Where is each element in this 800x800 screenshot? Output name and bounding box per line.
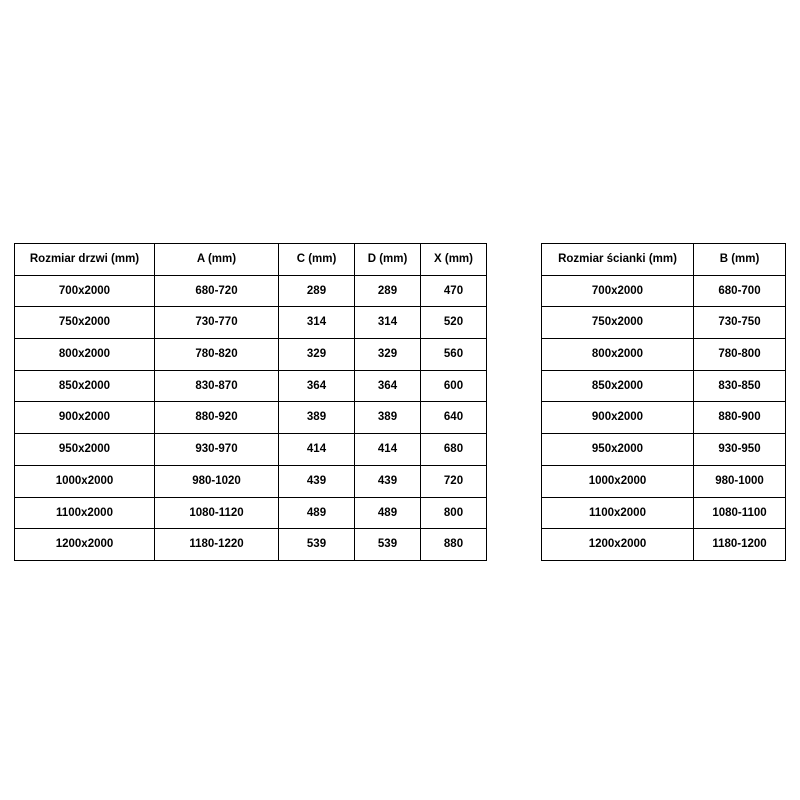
column-header-a: A (mm): [155, 244, 279, 276]
cell-door-size: 750x2000: [15, 307, 155, 339]
walls-dimensions-table: [541, 243, 786, 561]
cell-a: 830-870: [155, 370, 279, 402]
cell-c: 314: [279, 307, 355, 339]
cell-door-size: 1000x2000: [15, 465, 155, 497]
cell-b: 880-900: [694, 402, 786, 434]
column-header-c: C (mm): [279, 244, 355, 276]
walls-table-header: [542, 244, 786, 276]
doors-table-body: [15, 275, 487, 560]
cell-d: 314: [355, 307, 421, 339]
cell-d: 439: [355, 465, 421, 497]
table-row: [542, 370, 786, 402]
cell-a: 1180-1220: [155, 529, 279, 561]
cell-wall-size: 950x2000: [542, 434, 694, 466]
table-header-row: [15, 244, 487, 276]
cell-a: 880-920: [155, 402, 279, 434]
doors-dimensions-table: [14, 243, 487, 561]
cell-wall-size: 700x2000: [542, 275, 694, 307]
column-header-wall-size: Rozmiar ścianki (mm): [542, 244, 694, 276]
cell-x: 640: [421, 402, 487, 434]
cell-x: 470: [421, 275, 487, 307]
table-row: [15, 339, 487, 371]
cell-c: 539: [279, 529, 355, 561]
cell-door-size: 1200x2000: [15, 529, 155, 561]
cell-b: 680-700: [694, 275, 786, 307]
cell-c: 489: [279, 497, 355, 529]
cell-wall-size: 800x2000: [542, 339, 694, 371]
table-row: [15, 465, 487, 497]
cell-door-size: 800x2000: [15, 339, 155, 371]
cell-b: 1180-1200: [694, 529, 786, 561]
cell-d: 489: [355, 497, 421, 529]
cell-d: 329: [355, 339, 421, 371]
cell-x: 800: [421, 497, 487, 529]
cell-a: 780-820: [155, 339, 279, 371]
column-header-door-size: Rozmiar drzwi (mm): [15, 244, 155, 276]
cell-c: 329: [279, 339, 355, 371]
table-row: [542, 402, 786, 434]
cell-door-size: 950x2000: [15, 434, 155, 466]
column-header-d: D (mm): [355, 244, 421, 276]
cell-c: 414: [279, 434, 355, 466]
cell-b: 780-800: [694, 339, 786, 371]
cell-door-size: 900x2000: [15, 402, 155, 434]
cell-a: 680-720: [155, 275, 279, 307]
column-header-x: X (mm): [421, 244, 487, 276]
cell-door-size: 850x2000: [15, 370, 155, 402]
cell-b: 730-750: [694, 307, 786, 339]
table-row: [15, 307, 487, 339]
cell-d: 289: [355, 275, 421, 307]
cell-wall-size: 1000x2000: [542, 465, 694, 497]
cell-x: 560: [421, 339, 487, 371]
table-row: [15, 275, 487, 307]
cell-a: 1080-1120: [155, 497, 279, 529]
cell-d: 539: [355, 529, 421, 561]
cell-b: 830-850: [694, 370, 786, 402]
table-row: [542, 529, 786, 561]
cell-d: 389: [355, 402, 421, 434]
cell-a: 930-970: [155, 434, 279, 466]
table-row: [15, 497, 487, 529]
table-row: [15, 529, 487, 561]
cell-a: 730-770: [155, 307, 279, 339]
table-header-row: [542, 244, 786, 276]
cell-c: 364: [279, 370, 355, 402]
cell-c: 289: [279, 275, 355, 307]
cell-wall-size: 1100x2000: [542, 497, 694, 529]
cell-d: 414: [355, 434, 421, 466]
column-header-b: B (mm): [694, 244, 786, 276]
cell-b: 1080-1100: [694, 497, 786, 529]
cell-x: 720: [421, 465, 487, 497]
cell-c: 439: [279, 465, 355, 497]
cell-wall-size: 900x2000: [542, 402, 694, 434]
table-row: [542, 339, 786, 371]
cell-x: 880: [421, 529, 487, 561]
cell-door-size: 1100x2000: [15, 497, 155, 529]
table-row: [15, 370, 487, 402]
table-row: [542, 275, 786, 307]
cell-x: 600: [421, 370, 487, 402]
cell-wall-size: 850x2000: [542, 370, 694, 402]
cell-c: 389: [279, 402, 355, 434]
table-row: [542, 307, 786, 339]
table-row: [542, 434, 786, 466]
table-row: [15, 402, 487, 434]
cell-a: 980-1020: [155, 465, 279, 497]
tables-container: [14, 243, 786, 561]
cell-d: 364: [355, 370, 421, 402]
cell-x: 680: [421, 434, 487, 466]
cell-b: 930-950: [694, 434, 786, 466]
cell-wall-size: 1200x2000: [542, 529, 694, 561]
doors-table-header: [15, 244, 487, 276]
cell-b: 980-1000: [694, 465, 786, 497]
table-row: [542, 465, 786, 497]
cell-x: 520: [421, 307, 487, 339]
cell-door-size: 700x2000: [15, 275, 155, 307]
table-row: [15, 434, 487, 466]
walls-table-body: [542, 275, 786, 560]
cell-wall-size: 750x2000: [542, 307, 694, 339]
table-row: [542, 497, 786, 529]
